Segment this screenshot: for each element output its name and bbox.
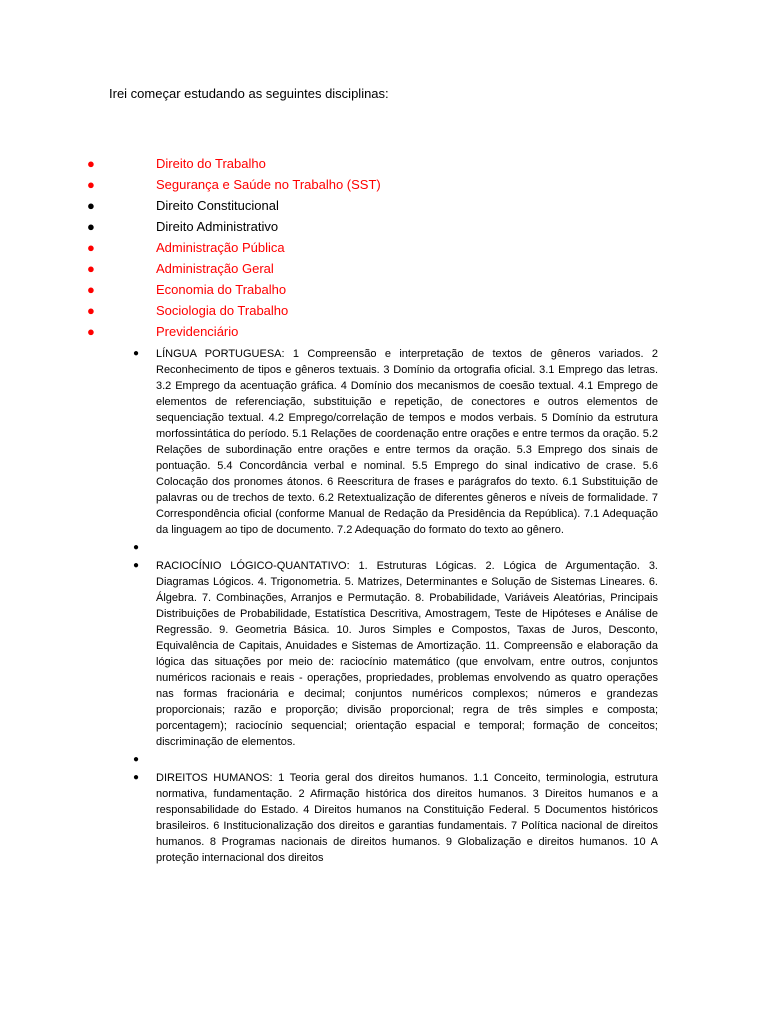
bullet-icon: ● (133, 754, 140, 765)
topic-item (0, 770, 768, 866)
discipline-label: Economia do Trabalho (156, 282, 287, 297)
discipline-label: Sociologia do Trabalho (156, 303, 289, 318)
discipline-label: Administração Geral (156, 261, 274, 276)
discipline-item (0, 176, 768, 197)
discipline-item (0, 197, 768, 218)
bullet-icon: ● (133, 772, 140, 783)
discipline-item (0, 218, 768, 239)
discipline-label: Administração Pública (156, 240, 285, 255)
discipline-item (0, 155, 768, 176)
topics-list (0, 346, 768, 868)
bullet-icon: ● (87, 261, 95, 276)
topic-item-empty (0, 752, 768, 768)
discipline-item (0, 302, 768, 323)
topic-text: DIREITOS HUMANOS: 1 Teoria geral dos direitos humanos. 1.1 Conceito, terminologia, estrutura normativa, fundamentação. 2 Afirmação histórica dos direitos humanos. 3 Direitos humanos e a responsabilidade do Estado. 4 Direitos humanos na Constituição Federal. 5 Documentos históricos brasileiros. 6 Institucionalização dos direitos e garantias fundamentais. 7 Política nacional de direitos humanos. 8 Programas nacionais de direitos humanos. 9 Globalização e direitos humanos. 10 A proteção internacional dos direitos (156, 772, 658, 864)
intro-text: Irei começar estudando as seguintes disciplinas: (109, 86, 389, 101)
bullet-icon: ● (87, 177, 95, 192)
bullet-icon: ● (87, 198, 95, 213)
topic-text: RACIOCÍNIO LÓGICO-QUANTATIVO: 1. Estruturas Lógicas. 2. Lógica de Argumentação. 3. Diagramas Lógicos. 4. Trigonometria. 5. Matrizes, Determinantes e Solução de Sistemas Lineares. 6. Álgebra. 7. Combinações, Arranjos e Permutação. 8. Probabilidade, Variáveis Aleatórias, Principais Distribuições de Probabilidade, Estatística Descritiva, Amostragem, Teste de Hipóteses e Análise de Regressão. 9. Geometria Básica. 10. Juros Simples e Compostos, Taxas de Juros, Desconto, Equivalência de Capitais, Anuidades e Sistemas de Amortização. 11. Compreensão e elaboração da lógica das situações por meio de: raciocínio matemático (que envolvam, entre outros, conjuntos numéricos racionais e reais - operações, propriedades, problemas envolvendo as quatro operações nas formas fracionária e decimal; conjuntos numéricos complexos; números e grandezas proporcionais; razão e proporção; divisão proporcional; regra de três simples e composta; porcentagem); raciocínio sequencial; orientação espacial e temporal; formação de conceitos; discriminação de elementos. (156, 560, 658, 748)
discipline-label: Direito do Trabalho (156, 156, 266, 171)
bullet-icon: ● (87, 324, 95, 339)
bullet-icon: ● (133, 542, 140, 553)
discipline-label: Direito Constitucional (156, 198, 279, 213)
bullet-icon: ● (133, 348, 140, 359)
discipline-item (0, 323, 768, 344)
discipline-label: Segurança e Saúde no Trabalho (SST) (156, 177, 381, 192)
discipline-label: Previdenciário (156, 324, 239, 339)
disciplines-list (0, 155, 768, 344)
topic-item (0, 346, 768, 538)
bullet-icon: ● (133, 560, 140, 571)
topic-item (0, 558, 768, 750)
discipline-item (0, 239, 768, 260)
discipline-label: Direito Administrativo (156, 219, 279, 234)
topic-text: LÍNGUA PORTUGUESA: 1 Compreensão e interpretação de textos de gêneros variados. 2 Reconhecimento de tipos e gêneros textuais. 3 Domínio da ortografia oficial. 3.1 Emprego das letras. 3.2 Emprego da acentuação gráfica. 4 Domínio dos mecanismos de coesão textual. 4.1 Emprego de elementos de referenciação, substituição e repetição, de conectores e outros elementos de sequenciação textual. 4.2 Emprego/correlação de tempos e modos verbais. 5 Domínio da estrutura morfossintática do período. 5.1 Relações de coordenação entre orações e entre termos da oração. 5.2 Relações de subordinação entre orações e entre termos da oração. 5.3 Emprego dos sinais de pontuação. 5.4 Concordância verbal e nominal. 5.5 Emprego do sinal indicativo de crase. 5.6 Colocação dos pronomes átonos. 6 Reescritura de frases e parágrafos do texto. 6.1 Substituição de palavras ou de trechos de texto. 6.2 Retextualização de diferentes gêneros e níveis de formalidade. 7 Correspondência oficial (conforme Manual de Redação da Presidência da República). 7.1 Adequação da linguagem ao tipo de documento. 7.2 Adequação do formato do texto ao gênero. (156, 348, 658, 536)
bullet-icon: ● (87, 219, 95, 234)
bullet-icon: ● (87, 303, 95, 318)
topic-item-empty (0, 540, 768, 556)
bullet-icon: ● (87, 156, 95, 171)
discipline-item (0, 281, 768, 302)
bullet-icon: ● (87, 282, 95, 297)
bullet-icon: ● (87, 240, 95, 255)
discipline-item (0, 260, 768, 281)
